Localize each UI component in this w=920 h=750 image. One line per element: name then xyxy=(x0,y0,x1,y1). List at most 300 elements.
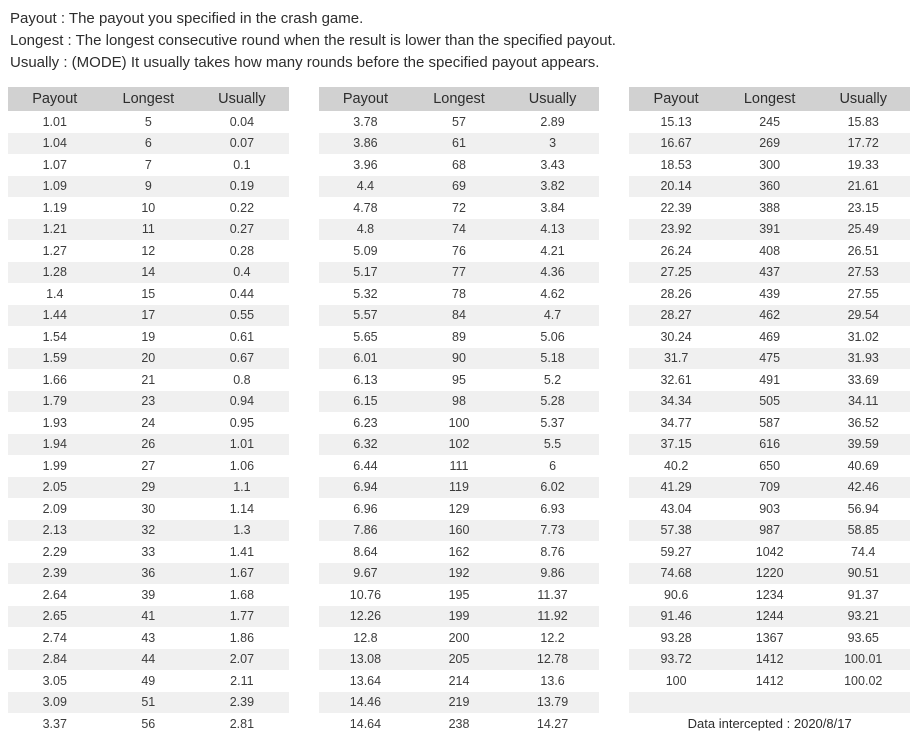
table-row xyxy=(629,434,910,456)
table-cell: 0.1 xyxy=(233,157,251,172)
table-row xyxy=(8,197,289,219)
table-cell: 0.44 xyxy=(229,286,255,301)
table-cell: 90.6 xyxy=(663,587,689,602)
table-row xyxy=(8,412,289,434)
table-cell: 43 xyxy=(141,630,156,645)
footer-row xyxy=(629,713,910,735)
table-cell: 17.72 xyxy=(847,136,879,151)
column-header-longest: Longest xyxy=(102,87,196,111)
table-cell: 1.79 xyxy=(42,394,67,409)
table-cell: 34.11 xyxy=(848,394,879,409)
table-cell: 475 xyxy=(759,351,781,366)
table-cell: 36.52 xyxy=(847,415,879,430)
table-cell: 12 xyxy=(141,243,156,258)
table-cell: 5.37 xyxy=(540,415,565,430)
table-row xyxy=(629,627,910,649)
column-header-payout: Payout xyxy=(629,87,723,111)
table-cell: 1.01 xyxy=(229,437,255,452)
table-cell: 59.27 xyxy=(660,544,692,559)
table-cell: 90.51 xyxy=(847,566,879,581)
table-cell: 43.04 xyxy=(660,501,692,516)
table-cell: 76 xyxy=(452,243,466,258)
table-cell: 1.67 xyxy=(229,566,255,581)
table-cell: 36 xyxy=(141,566,156,581)
table-cell: 6.13 xyxy=(353,372,378,387)
table-row xyxy=(629,348,910,370)
table-row xyxy=(629,455,910,477)
table-row xyxy=(319,154,600,176)
table-row xyxy=(319,305,600,327)
table-cell: 0.04 xyxy=(229,114,255,129)
table-cell: 1220 xyxy=(755,566,784,581)
table-cell: 4.8 xyxy=(356,222,375,237)
table-cell: 26.24 xyxy=(660,243,692,258)
table-row xyxy=(319,692,600,714)
table-cell: 100 xyxy=(665,673,687,688)
table-cell: 192 xyxy=(448,566,470,581)
table-row xyxy=(8,713,289,735)
table-cell: 24 xyxy=(141,415,156,430)
table-cell: 160 xyxy=(448,523,470,538)
table-cell: 1.09 xyxy=(42,179,67,194)
table-cell: 1.44 xyxy=(42,308,67,323)
table-cell: 505 xyxy=(759,394,781,409)
table-cell: 1.04 xyxy=(42,136,67,151)
table-cell: 77 xyxy=(452,265,466,280)
table-cell: 6.94 xyxy=(353,480,378,495)
table-cell: 27 xyxy=(141,458,156,473)
table-cell: 5.32 xyxy=(353,286,378,301)
table-row xyxy=(319,541,600,563)
table-cell: 2.05 xyxy=(42,480,67,495)
table-row xyxy=(629,240,910,262)
table-cell: 1412 xyxy=(755,673,784,688)
table-cell: 1.93 xyxy=(42,415,67,430)
table-cell: 61 xyxy=(452,136,466,151)
table-cell: 31.02 xyxy=(847,329,879,344)
table-cell: 15 xyxy=(141,286,156,301)
table-cell: 129 xyxy=(448,501,470,516)
table-cell: 6.44 xyxy=(353,458,378,473)
table-cell: 5.18 xyxy=(540,351,565,366)
table-row xyxy=(8,348,289,370)
table-cell: 12.26 xyxy=(349,609,382,624)
table-cell: 1.68 xyxy=(229,587,255,602)
table-row xyxy=(629,176,910,198)
table-cell: 100 xyxy=(448,415,470,430)
table-row xyxy=(629,219,910,241)
table-cell: 8.76 xyxy=(540,544,565,559)
table-cell: 6.93 xyxy=(540,501,565,516)
table-cell: 1.19 xyxy=(42,200,67,215)
table-cell: 7.73 xyxy=(540,523,565,538)
table-cell: 2.29 xyxy=(42,544,67,559)
table-cell: 11.37 xyxy=(537,587,568,602)
table-cell: 74 xyxy=(452,222,466,237)
table-cell: 0.61 xyxy=(229,329,255,344)
table-cell: 437 xyxy=(759,265,781,280)
table-cell: 0.4 xyxy=(233,265,251,280)
table-cell: 2.09 xyxy=(42,501,67,516)
table-cell: 3.86 xyxy=(353,136,378,151)
payout-table-2-grid xyxy=(319,87,600,735)
table-cell: 1.86 xyxy=(229,630,255,645)
table-cell: 42.46 xyxy=(847,480,879,495)
table-cell: 11.92 xyxy=(537,609,568,624)
table-cell: 56.94 xyxy=(847,501,879,516)
table-cell: 37.15 xyxy=(660,437,692,452)
table-row xyxy=(319,348,600,370)
table-cell: 5.09 xyxy=(353,243,378,258)
table-cell: 22.39 xyxy=(660,200,692,215)
table-row xyxy=(629,563,910,585)
table-row xyxy=(8,520,289,542)
table-cell: 3.84 xyxy=(540,200,565,215)
table-cell: 20.14 xyxy=(660,179,692,194)
table-cell: 5.2 xyxy=(543,372,562,387)
table-cell: 13.6 xyxy=(540,673,565,688)
table-row xyxy=(8,176,289,198)
table-cell: 3.78 xyxy=(353,114,378,129)
table-cell: 31.7 xyxy=(663,351,689,366)
table-row xyxy=(8,692,289,714)
table-row xyxy=(8,240,289,262)
table-row xyxy=(629,520,910,542)
table-cell: 5 xyxy=(144,114,152,129)
table-cell: 3 xyxy=(549,136,557,151)
table-cell: 12.2 xyxy=(540,630,565,645)
table-cell: 49 xyxy=(141,673,156,688)
table-cell: 0.94 xyxy=(229,394,255,409)
table-row xyxy=(319,670,600,692)
table-cell: 8.64 xyxy=(353,544,378,559)
table-cell: 9.67 xyxy=(353,566,378,581)
table-row xyxy=(629,670,910,692)
table-cell: 3.96 xyxy=(353,157,378,172)
table-cell: 31.93 xyxy=(847,351,879,366)
table-cell: 1.77 xyxy=(229,609,255,624)
table-cell: 10.76 xyxy=(349,587,382,602)
table-cell: 89 xyxy=(452,329,466,344)
table-cell: 16.67 xyxy=(660,136,692,151)
table-cell: 93.21 xyxy=(847,609,879,624)
table-cell: 219 xyxy=(448,695,470,710)
table-row xyxy=(629,412,910,434)
table-cell: 84 xyxy=(452,308,466,323)
table-cell: 1.66 xyxy=(42,372,67,387)
legend-line-usually: Usually : (MODE) It usually takes how many rounds before the specified payout appears. xyxy=(10,54,600,71)
table-cell: 6.96 xyxy=(353,501,378,516)
data-intercepted-note: Data intercepted : 2020/8/17 xyxy=(687,716,852,732)
table-row xyxy=(629,326,910,348)
table-cell: 28.27 xyxy=(660,308,692,323)
table-row xyxy=(629,133,910,155)
table-row xyxy=(319,434,600,456)
table-row xyxy=(8,154,289,176)
table-cell: 709 xyxy=(759,480,781,495)
table-cell: 2.07 xyxy=(229,652,255,667)
table-cell: 2.65 xyxy=(42,609,67,624)
table-row xyxy=(8,111,289,133)
table-cell: 6.23 xyxy=(353,415,378,430)
table-cell: 25.49 xyxy=(847,222,879,237)
table-cell: 6.32 xyxy=(353,437,378,452)
table-cell: 74.4 xyxy=(851,544,876,559)
table-row xyxy=(319,219,600,241)
table-cell: 57.38 xyxy=(660,523,692,538)
table-cell: 102 xyxy=(448,437,470,452)
table-row xyxy=(319,455,600,477)
table-cell: 14.64 xyxy=(349,716,382,731)
table-cell: 19 xyxy=(141,329,156,344)
table-cell: 34.34 xyxy=(660,394,692,409)
tables-container xyxy=(8,87,910,735)
table-row xyxy=(8,434,289,456)
table-row xyxy=(8,262,289,284)
table-cell: 9.86 xyxy=(540,566,565,581)
table-row xyxy=(319,713,600,735)
payout-table-1-grid xyxy=(8,87,289,735)
table-cell: 195 xyxy=(448,587,470,602)
table-cell: 491 xyxy=(759,372,781,387)
table-cell: 23.15 xyxy=(847,200,879,215)
table-cell: 27.53 xyxy=(847,265,879,280)
table-cell: 987 xyxy=(759,523,781,538)
table-cell: 15.13 xyxy=(660,114,692,129)
table-cell: 6 xyxy=(144,136,152,151)
table-cell: 0.07 xyxy=(229,136,255,151)
table-cell: 13.64 xyxy=(349,673,382,688)
table-cell: 6.15 xyxy=(353,394,378,409)
table-cell: 7 xyxy=(144,157,152,172)
table-cell: 0.95 xyxy=(229,415,255,430)
table-row xyxy=(8,584,289,606)
table-cell: 1.01 xyxy=(42,114,67,129)
table-cell: 2.74 xyxy=(42,630,67,645)
table-cell: 19.33 xyxy=(847,157,879,172)
table-cell: 3.37 xyxy=(42,716,67,731)
table-cell: 100.02 xyxy=(844,673,883,688)
table-row xyxy=(319,627,600,649)
table-cell: 7.86 xyxy=(353,523,378,538)
table-cell: 0.8 xyxy=(233,372,251,387)
table-cell: 4.36 xyxy=(540,265,565,280)
table-cell: 0.67 xyxy=(229,351,255,366)
table-cell: 4.21 xyxy=(540,243,565,258)
header-row xyxy=(629,87,910,111)
table-row xyxy=(319,176,600,198)
table-cell: 30.24 xyxy=(660,329,692,344)
table-cell: 300 xyxy=(759,157,781,172)
table-cell: 78 xyxy=(452,286,466,301)
table-cell: 26.51 xyxy=(847,243,879,258)
table-cell: 18.53 xyxy=(660,157,692,172)
table-cell: 3.05 xyxy=(42,673,67,688)
table-cell: 1.28 xyxy=(42,265,67,280)
table-cell: 439 xyxy=(759,286,781,301)
table-row xyxy=(629,477,910,499)
table-cell: 14.46 xyxy=(349,695,382,710)
table-row xyxy=(8,627,289,649)
table-cell: 3.09 xyxy=(42,695,67,710)
table-row xyxy=(8,369,289,391)
table-cell: 30 xyxy=(141,501,156,516)
table-cell: 28.26 xyxy=(660,286,692,301)
table-cell: 5.57 xyxy=(353,308,378,323)
table-cell xyxy=(629,692,723,714)
table-cell: 90 xyxy=(452,351,466,366)
table-cell: 5.65 xyxy=(353,329,378,344)
table-row xyxy=(319,520,600,542)
column-header-payout: Payout xyxy=(319,87,413,111)
table-cell: 1.21 xyxy=(42,222,67,237)
table-cell: 1.54 xyxy=(42,329,67,344)
header-row xyxy=(8,87,289,111)
table-cell: 14.27 xyxy=(536,716,569,731)
table-row xyxy=(629,154,910,176)
table-cell xyxy=(816,692,910,714)
table-row xyxy=(629,262,910,284)
table-cell: 93.65 xyxy=(847,630,879,645)
table-cell: 238 xyxy=(448,716,470,731)
table-row xyxy=(319,111,600,133)
table-cell: 2.39 xyxy=(229,695,255,710)
table-cell: 1412 xyxy=(755,652,784,667)
table-cell: 74.68 xyxy=(660,566,692,581)
table-cell: 0.28 xyxy=(229,243,255,258)
table-cell: 93.72 xyxy=(660,652,692,667)
table-cell: 1.14 xyxy=(229,501,255,516)
table-cell: 95 xyxy=(452,372,466,387)
table-cell: 2.84 xyxy=(42,652,67,667)
table-row xyxy=(8,498,289,520)
table-cell: 32 xyxy=(141,523,156,538)
table-cell: 2.64 xyxy=(42,587,67,602)
table-cell: 17 xyxy=(141,308,156,323)
table-cell: 269 xyxy=(759,136,781,151)
table-cell xyxy=(723,692,817,714)
table-cell: 162 xyxy=(448,544,470,559)
table-cell: 1.1 xyxy=(233,480,251,495)
table-cell: 200 xyxy=(448,630,470,645)
table-cell: 4.13 xyxy=(540,222,565,237)
table-row xyxy=(319,391,600,413)
table-cell: 3.82 xyxy=(540,179,565,194)
table-row xyxy=(8,606,289,628)
table-cell: 23.92 xyxy=(660,222,692,237)
payout-table-1 xyxy=(8,87,289,735)
payout-table-3-grid xyxy=(629,87,910,735)
table-cell: 214 xyxy=(448,673,470,688)
table-cell: 388 xyxy=(759,200,781,215)
table-cell: 41.29 xyxy=(660,480,692,495)
table-cell: 14 xyxy=(141,265,156,280)
table-cell: 5.06 xyxy=(540,329,565,344)
table-cell: 9 xyxy=(144,179,152,194)
table-cell: 0.55 xyxy=(229,308,255,323)
table-row xyxy=(629,584,910,606)
table-cell: 1244 xyxy=(755,609,784,624)
table-cell: 2.89 xyxy=(540,114,565,129)
table-row xyxy=(319,369,600,391)
table-cell: 2.11 xyxy=(230,673,254,688)
table-cell: 68 xyxy=(452,157,466,172)
table-cell: 91.46 xyxy=(660,609,692,624)
table-cell: 199 xyxy=(448,609,470,624)
table-cell: 650 xyxy=(759,458,781,473)
table-row xyxy=(8,305,289,327)
table-row xyxy=(319,563,600,585)
table-cell: 51 xyxy=(141,695,156,710)
table-cell: 5.17 xyxy=(353,265,378,280)
table-cell: 1.07 xyxy=(42,157,67,172)
table-cell: 2.81 xyxy=(229,716,255,731)
table-cell: 32.61 xyxy=(660,372,692,387)
table-row xyxy=(629,391,910,413)
header-row xyxy=(319,87,600,111)
table-cell: 100.01 xyxy=(844,652,883,667)
table-cell: 27.25 xyxy=(660,265,692,280)
table-cell: 56 xyxy=(141,716,156,731)
table-row xyxy=(319,606,600,628)
table-row xyxy=(319,197,600,219)
table-cell: 1.06 xyxy=(229,458,255,473)
table-row xyxy=(8,283,289,305)
table-cell: 1.94 xyxy=(42,437,67,452)
table-cell: 2.39 xyxy=(42,566,67,581)
table-cell: 13.79 xyxy=(536,695,569,710)
table-row xyxy=(319,283,600,305)
table-cell: 6 xyxy=(549,458,557,473)
table-cell: 11 xyxy=(141,222,155,237)
table-cell: 29.54 xyxy=(847,308,879,323)
table-row xyxy=(629,541,910,563)
table-cell: 0.27 xyxy=(229,222,255,237)
table-row xyxy=(319,412,600,434)
table-cell: 93.28 xyxy=(660,630,692,645)
table-cell: 4.7 xyxy=(543,308,562,323)
table-cell: 6.01 xyxy=(353,351,378,366)
table-cell: 34.77 xyxy=(660,415,692,430)
column-header-longest: Longest xyxy=(723,87,817,111)
table-cell: 1.27 xyxy=(42,243,67,258)
table-cell: 58.85 xyxy=(847,523,879,538)
table-row xyxy=(8,477,289,499)
table-row xyxy=(8,391,289,413)
table-cell: 1.4 xyxy=(46,286,64,301)
table-row xyxy=(8,670,289,692)
table-row xyxy=(629,283,910,305)
table-cell: 40.69 xyxy=(847,458,879,473)
table-cell: 44 xyxy=(141,652,156,667)
table-cell: 1.41 xyxy=(229,544,255,559)
table-cell: 616 xyxy=(759,437,781,452)
table-row xyxy=(319,649,600,671)
table-row xyxy=(319,240,600,262)
table-row xyxy=(629,498,910,520)
table-cell: 29 xyxy=(141,480,156,495)
table-row xyxy=(8,563,289,585)
table-cell: 360 xyxy=(759,179,781,194)
table-row xyxy=(629,197,910,219)
legend-line-longest: Longest : The longest consecutive round when the result is lower than the specified payout. xyxy=(10,32,616,49)
column-header-longest: Longest xyxy=(412,87,506,111)
table-row xyxy=(319,133,600,155)
table-cell: 39.59 xyxy=(847,437,879,452)
table-cell: 5.28 xyxy=(540,394,565,409)
table-cell: 587 xyxy=(759,415,781,430)
table-cell: 4.4 xyxy=(356,179,375,194)
